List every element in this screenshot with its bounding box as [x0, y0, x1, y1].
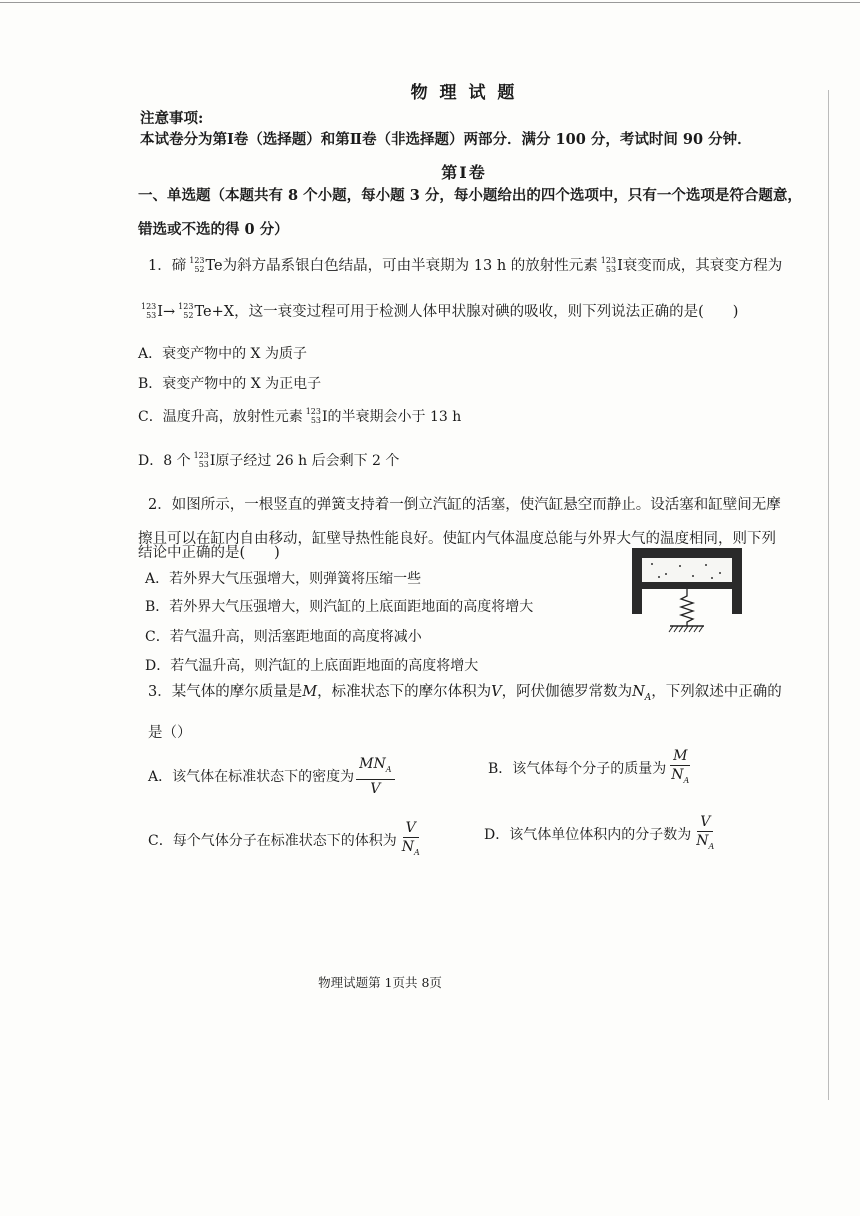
page-footer: 物理试题第 1页共 8页: [318, 975, 442, 990]
cylinder-right-wall: [732, 548, 742, 614]
q2-option-b: B．若外界大气压强增大，则汽缸的上底面距地面的高度将增大: [145, 599, 534, 615]
cylinder-top-wall: [632, 548, 742, 558]
exam-title: 物 理 试 题: [410, 83, 518, 103]
gas-chamber: [642, 558, 732, 582]
cylinder-left-wall: [632, 548, 642, 614]
q3-option-a: A．该气体在标准状态下的密度为 $\frac{MN_A}{V}$: [148, 756, 397, 797]
q2-option-a: A．若外界大气压强增大，则弹簧将压缩一些: [145, 571, 422, 587]
q3-option-d: D．该气体单位体积内的分子数为 $\frac{V}{N_A}$: [484, 814, 719, 855]
q1-option-c: C．温度升高，放射性元素 123 53 I的半衰期会小于 13 h: [138, 407, 462, 425]
piston: [642, 582, 732, 589]
q1-option-d: D．8 个 123 53 I原子经过 26 h 后会剩下 2 个: [138, 451, 400, 469]
te-nuclide: 123 52 Te: [178, 302, 212, 320]
q3-option-b: B．该气体每个分子的质量为 $\frac{M}{N_A}$: [488, 748, 694, 789]
q1-option-b: B．衰变产物中的 X 为正电子: [138, 376, 322, 392]
i-nuclide: 123 53 I: [600, 256, 623, 274]
density-fraction: $\frac{MN_A}{V}$: [356, 756, 394, 797]
i-nuclide: 123 53 I: [193, 451, 216, 469]
q1-stem-line1: 1．碲 123 52 Te为斜方晶系银白色结晶，可由半衰期为 13 h 的放射性元素 123 53 I衰变而成，其衰变方程为: [148, 256, 783, 274]
section-heading-line1: 一、单选题（本题共有 8 个小题，每小题 3 分，每小题给出的四个选项中，只有一个选项是符合题意，: [138, 187, 802, 204]
mass-fraction: $\frac{M}{N_A}$: [671, 748, 690, 785]
q3-option-c: C．每个气体分子在标准状态下的体积为 $\frac{V}{N_A}$: [148, 820, 425, 861]
q3-stem-line1: 3．某气体的摩尔质量是M，标准状态下的摩尔体积为V，阿伏伽德罗常数为$N_A$，下列叙述中正确的: [148, 684, 782, 703]
q2-stem-line2: 擦且可以在缸内自由移动，缸壁导热性能良好。使缸内气体温度总能与外界大气的温度相同，则下列: [138, 531, 776, 547]
volume-fraction: $\frac{V}{N_A}$: [401, 820, 420, 857]
notice-text: 本试卷分为第Ⅰ卷（选择题）和第Ⅱ卷（非选择题）两部分．满分 100 分，考试时间 90 分钟．: [140, 131, 752, 148]
q1-equation-line: 123 53 I→ 123 52 Te+X，这一衰变过程可用于检测人体甲状腺对碘的吸收，则下列说法正确的是( ): [141, 302, 739, 320]
spring: [681, 589, 693, 626]
q1-option-a: A．衰变产物中的 X 为质子: [138, 346, 307, 362]
i-nuclide: 123 53 I: [141, 302, 164, 320]
q2-stem-line3: 结论中正确的是( ): [138, 545, 280, 561]
te-nuclide: 123 52 Te: [189, 256, 223, 274]
notice-label: 注意事项:: [140, 110, 204, 127]
volume-title: 第Ⅰ卷: [441, 163, 487, 182]
q2-option-d: D．若气温升高，则汽缸的上底面距地面的高度将增大: [145, 658, 479, 674]
q2-option-c: C．若气温升高，则活塞距地面的高度将减小: [145, 629, 422, 645]
scan-edge-top: [0, 2, 860, 3]
cylinder-spring-diagram: [630, 546, 745, 636]
i-nuclide: 123 53 I: [305, 407, 328, 425]
q3-stem-line2: 是（）: [148, 725, 192, 741]
section-heading-line2: 错选或不选的得 0 分）: [138, 221, 289, 238]
number-density-fraction: $\frac{V}{N_A}$: [696, 814, 715, 851]
ground-hatch: [669, 626, 703, 632]
q2-stem-line1: 2．如图所示，一根竖直的弹簧支持着一倒立汽缸的活塞，使汽缸悬空而静止。设活塞和缸壁间无摩: [148, 497, 781, 513]
scan-edge-right: [828, 90, 829, 1100]
